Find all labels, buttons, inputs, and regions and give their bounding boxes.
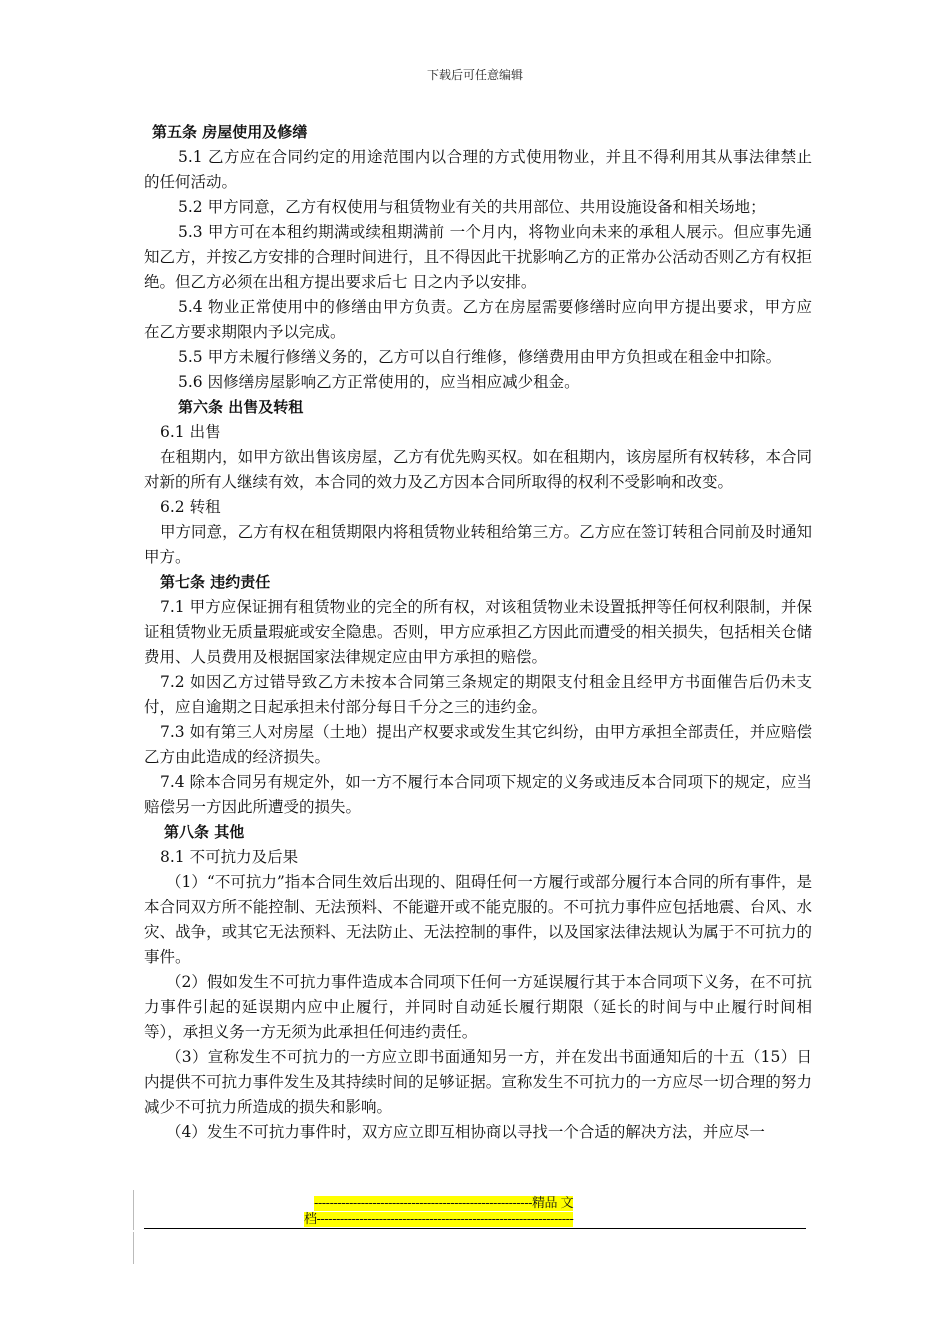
section-heading: 第七条 违约责任: [160, 573, 271, 591]
paragraph: 5.3 甲方可在本租约期满或续租期满前 一个月内，将物业向未来的承租人展示。但应事先通知乙方，并按乙方安排的合理时间进行，且不得因此干扰影响乙方的正常办公活动否则乙方有权拒绝。但乙方必须在出租方提出要求后七 日之内予以安排。: [144, 223, 812, 291]
paragraph: 5.4 物业正常使用中的修缮由甲方负责。乙方在房屋需要修缮时应向甲方提出要求，甲方应在乙方要求期限内予以完成。: [144, 298, 812, 341]
margin-line: [133, 1190, 134, 1230]
page-header: 下载后可任意编辑: [426, 68, 523, 82]
paragraph: 5.1 乙方应在合同约定的用途范围内以合理的方式使用物业，并且不得利用其从事法律禁止的任何活动。: [144, 148, 812, 191]
paragraph: 5.6 因修缮房屋影响乙方正常使用的，应当相应减少租金。: [178, 373, 580, 391]
paragraph: 7.3 如有第三人对房屋（土地）提出产权要求或发生其它纠纷，由甲方承担全部责任，并应赔偿乙方由此造成的经济损失。: [144, 723, 812, 766]
paragraph: 6.1 出售: [160, 423, 221, 441]
section-heading: 第六条 出售及转租: [178, 398, 304, 416]
paragraph: 8.1 不可抗力及后果: [160, 848, 299, 866]
paragraph: （3）宣称发生不可抗力的一方应立即书面通知另一方，并在发出书面通知后的十五（15）日内提供不可抗力事件发生及其持续时间的足够证据。宣称发生不可抗力的一方应尽一切合理的努力减少不可抗力所造成的损失和影响。: [144, 1048, 812, 1116]
document-body: [144, 120, 812, 1145]
paragraph: 在租期内，如甲方欲出售该房屋，乙方有优先购买权。如在租期内，该房屋所有权转移，本合同对新的所有人继续有效，本合同的效力及乙方因本合同所取得的权利不受影响和改变。: [144, 448, 812, 491]
footer-line-2: 档------------------------------------------------------------------: [304, 1212, 574, 1227]
margin-line: [133, 1232, 134, 1264]
paragraph: （2）假如发生不可抗力事件造成本合同项下任何一方延误履行其于本合同项下义务，在不可抗力事件引起的延误期内应中止履行，并同时自动延长履行期限（延长的时间与中止履行时间相等），承担义务一方无须为此承担任何违约责任。: [144, 973, 812, 1041]
section-heading: 第五条 房屋使用及修缮: [152, 123, 308, 141]
footer-watermark: [144, 1196, 812, 1228]
footer-line-1: --------------------------------------------------------精品 文: [314, 1196, 574, 1211]
paragraph: 7.1 甲方应保证拥有租赁物业的完全的所有权，对该租赁物业未设置抵押等任何权利限制，并保证租赁物业无质量瑕疵或安全隐患。否则，甲方应承担乙方因此而遭受的相关损失，包括相关仓储费用、人员费用及根据国家法律规定应由甲方承担的赔偿。: [144, 598, 812, 666]
paragraph: （4）发生不可抗力事件时，双方应立即互相协商以寻找一个合适的解决方法，并应尽一: [166, 1123, 765, 1141]
section-heading: 第八条 其他: [164, 823, 245, 841]
paragraph: 5.5 甲方未履行修缮义务的，乙方可以自行维修，修缮费用由甲方负担或在租金中扣除。: [178, 348, 782, 366]
paragraph: 7.2 如因乙方过错导致乙方未按本合同第三条规定的期限支付租金且经甲方书面催告后仍未支付，应自逾期之日起承担未付部分每日千分之三的违约金。: [144, 673, 812, 716]
paragraph: 6.2 转租: [160, 498, 221, 516]
paragraph: 5.2 甲方同意，乙方有权使用与租赁物业有关的共用部位、共用设施设备和相关场地；: [178, 198, 766, 216]
footer-rule: [144, 1228, 806, 1229]
paragraph: （1）“不可抗力”指本合同生效后出现的、阻碍任何一方履行或部分履行本合同的所有事件，是本合同双方所不能控制、无法预料、不能避开或不能克服的。不可抗力事件应包括地震、台风、水灾、战争，或其它无法预料、无法防止、无法控制的事件，以及国家法律法规认为属于不可抗力的事件。: [144, 873, 812, 966]
paragraph: 甲方同意，乙方有权在租赁期限内将租赁物业转租给第三方。乙方应在签订转租合同前及时通知甲方。: [144, 523, 812, 566]
paragraph: 7.4 除本合同另有规定外，如一方不履行本合同项下规定的义务或违反本合同项下的规定，应当赔偿另一方因此所遭受的损失。: [144, 773, 812, 816]
